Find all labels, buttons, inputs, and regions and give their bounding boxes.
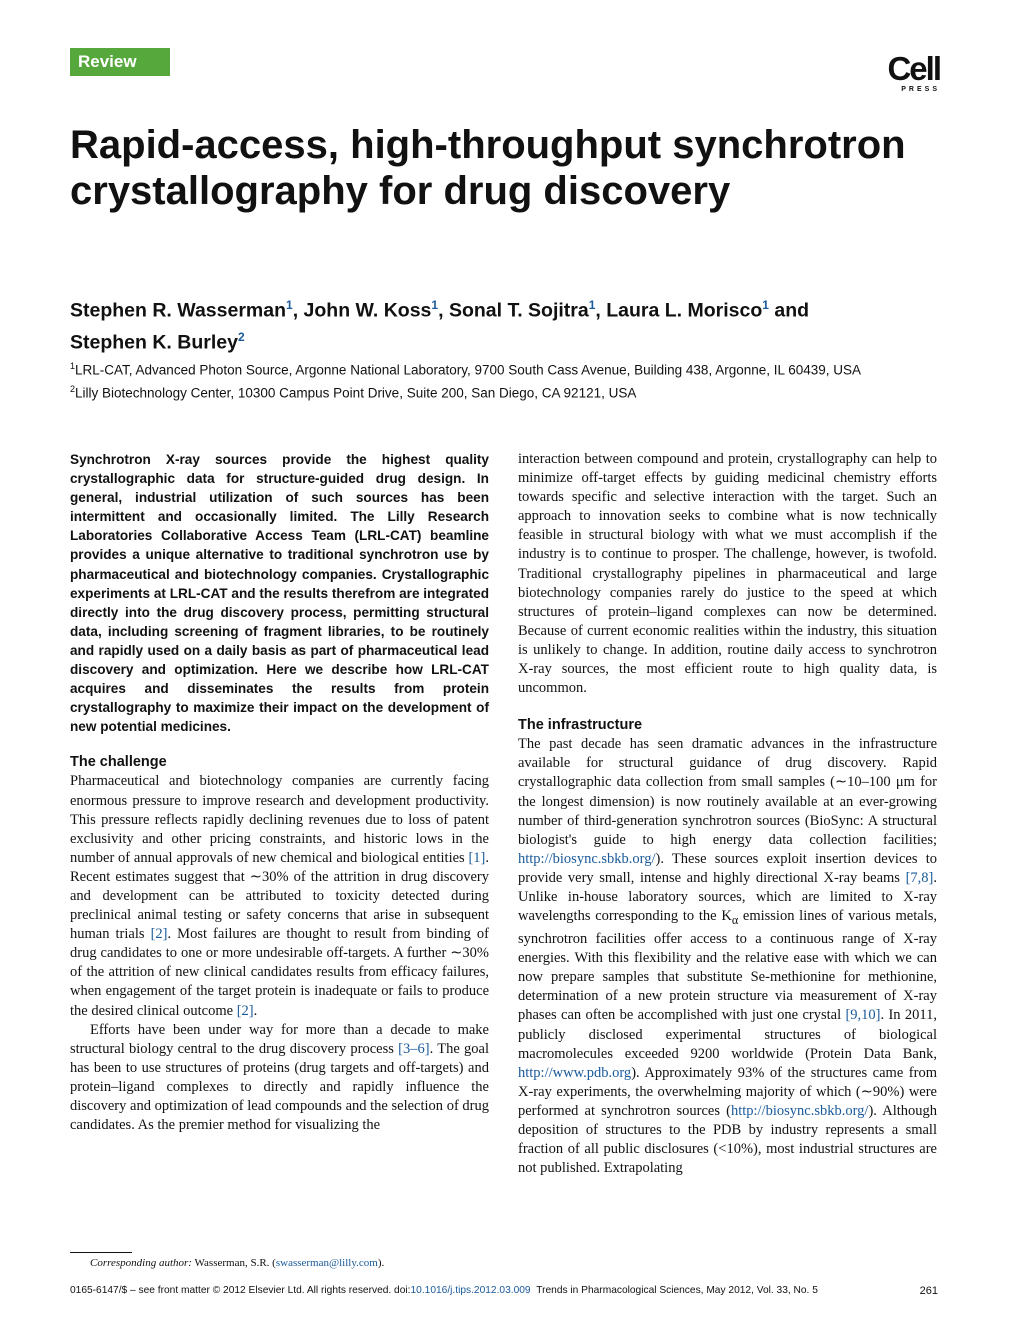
author-affiliation-marker[interactable]: 1 [286,298,293,312]
affiliation [70,357,950,380]
citation-link[interactable]: [3–6] [398,1040,430,1057]
citation-link[interactable]: [9,10] [845,1007,881,1024]
alpha-subscript: α [731,912,739,927]
citation-link[interactable]: [1] [468,849,486,866]
email-link[interactable]: swasserman@lilly.com [275,1257,378,1269]
copyright-text: 0165-6147/$ – see front matter © 2012 Elsevier Ltd. All rights reserved. doi: [70,1285,411,1296]
affiliation-text: Lilly Biotechnology Center, 10300 Campus Point Drive, Suite 200, San Diego, CA 92121, USA [75,385,637,400]
author-name: Stephen K. Burley [70,331,238,353]
url-link[interactable]: http://biosync.sbkb.org/ [730,1102,869,1119]
body-paragraph: Efforts have been under way for more than a decade to make structural biology central to the drug discovery process [3–6]. The goal has been to use structures of proteins (drug targets and off-targets) and protein–ligand complexes to directly and rapidly influence the discovery and optimization of lead compounds and the selection of drug candidates. As the premier method for visualizing the [70,1021,490,1134]
author-conjunction: and [774,299,810,322]
author-name: John W. Koss [303,299,432,322]
body-paragraph: Pharmaceutical and biotechnology companies are currently facing enormous pressure to improve research and development productivity. This pressure reflects rapidly declining revenues due to loss of patent exclusivity and other pricing constraints, and historic lows in the number of annual approvals of new chemical and biological entities [1]. Recent estimates suggest that ∼30% of the attrition in drug discovery and development can be attributed to toxicity detected during preclinical animal testing or safety concerns that arise in subsequent human trials [2]. Most failures are thought to result from binding of drug candidates to one or more undesirable off-targets. A further ∼30% of the attrition of new clinical candidates results from efficacy failures, when engagement of the target protein is inadequate or fails to produce the desired clinical outcome [2]. [70,773,489,1019]
author-affiliation-marker[interactable]: 1 [588,298,596,312]
journal-citation: Trends in Pharmacological Sciences, May 2012, Vol. 33, No. 5 [536,1285,818,1296]
logo-word: Cell [887,50,940,87]
author-affiliation-marker[interactable]: 2 [237,329,245,344]
body-paragraph: interaction between compound and protein, crystallography can help to minimize off-target effects by guiding medicinal chemistry efforts towards specific and selective interaction with the target. Such an approach to innovation seeks to combine what is now technically feasible in structural biology with what we must accomplish if the industry is to continue to prosper. The challenge, however, is twofold. Traditional crystallography pipelines in pharmaceutical and large biotechnology companies rarely do justice to the speed at which structures of protein–ligand complexes can now be determined. Because of current economic realities within the industry, this situation is unlikely to change. In addition, routine daily access to synchrotron X-ray sources, the most efficient route to high quality data, is uncommon. [518,451,937,697]
affiliation-text: LRL-CAT, Advanced Photon Source, Argonne National Laboratory, 9700 South Cass Avenue, Building 438, Argonne, IL 60439, USA [75,362,862,378]
author-name: Sonal T. Sojitra [448,299,589,322]
logo-sub: PRESS [901,86,940,93]
author-name: Stephen R. Wasserman [70,299,287,322]
body-paragraph: The past decade has seen dramatic advances in the infrastructure available for structural guidance of drug discovery. Rapid crystallographic data collection from small samples (∼10–100 μm for the longest dimension) is now routinely available at an ever-growing number of third-generation synchrotron sources (BioSync: A structural biologist's guide to high energy data collection facilities; http://biosync.sbkb.org/). These sources exploit insertion devices to provide very small, intense and highly directional X-ray beams [7,8]. Unlike in-house laboratory sources, which are limited to X-ray wavelengths corresponding to the $K_\alpha$ emission lines of various metals, synchrotron facilities offer access to a continuous range of X-ray energies. With this flexibility and the relative ease with which we can now prepare samples that substitute Se-methionine for methionine, determination of a new protein structure via measurement of X-ray phases can often be accomplished with just one crystal [9,10]. In 2011, publicly disclosed experimental structures of biological macromolecules exceeded 9200 worldwide (Protein Data Bank, http://www.pdb.org). Approximately 93% of the structures came from X-ray experiments, the overwhelming majority of which (∼90%) were performed at synchrotron sources (http://biosync.sbkb.org/). Although deposition of structures to the PDB by industry represents a small fraction of all public disclosures (<10%), most industrial structures are not published. Extrapolating [518,736,937,1177]
citation-link[interactable]: [2] [236,1002,254,1019]
corresponding-author-note: Corresponding author: Wasserman, S.R. (swasserman@lilly.com). [90,1257,385,1269]
section-heading: The challenge [70,754,167,771]
affiliation-number: 1 [70,361,76,371]
author-name: Laura L. Morisco [606,299,763,322]
left-column [70,450,489,1135]
citation-link[interactable]: [2] [150,926,168,943]
citation-link[interactable]: [7,8] [905,869,934,886]
author-affiliation-marker[interactable]: 1 [762,298,769,312]
right-column [518,450,937,1178]
cell-press-logo [878,52,940,94]
affiliation [70,380,950,403]
footnote-label: Corresponding author: [90,1257,192,1269]
page-number: 261 [919,1285,938,1297]
affiliations [70,357,950,402]
article-type-badge: Review [70,48,170,76]
url-link[interactable]: http://biosync.sbkb.org/ [518,850,656,867]
url-link[interactable]: http://www.pdb.org [518,1064,632,1081]
affiliation-number: 2 [70,383,76,394]
doi-link[interactable]: 10.1016/j.tips.2012.03.009 [410,1285,531,1296]
page-footer [70,1284,938,1298]
section-heading: The infrastructure [518,717,643,734]
author-affiliation-marker[interactable]: 1 [431,298,439,312]
footnote-divider [70,1252,132,1253]
article-title: Rapid-access, high-throughput synchrotron crystallography for drug discovery [70,123,906,213]
footnote-name: Wasserman, S.R. [194,1257,270,1269]
author-list: Stephen R. Wasserman$^1$, John W. Koss$^1$, Sonal T. Sojitra$^1$, Laura L. Morisco$^1$ and Stephen K. Burley$^2$ [70,298,810,353]
abstract: Synchrotron X-ray sources provide the highest quality crystallographic data for structure-guided drug design. In general, industrial utilization of such sources has been intermittent and occasionally limited. The Lilly Research Laboratories Collaborative Access Team (LRL-CAT) beamline provides a unique alternative to traditional synchrotron use by pharmaceutical and biotechnology companies. Crystallographic experiments at LRL-CAT and the results therefrom are integrated directly into the drug discovery process, permitting structural data, including screening of fragment libraries, to be routinely and rapidly used on a daily basis as part of pharmaceutical lead discovery and optimization. Here we describe how LRL-CAT acquires and disseminates the results from protein crystallography to maximize their impact on the development of new potential medicines. [70,452,489,735]
